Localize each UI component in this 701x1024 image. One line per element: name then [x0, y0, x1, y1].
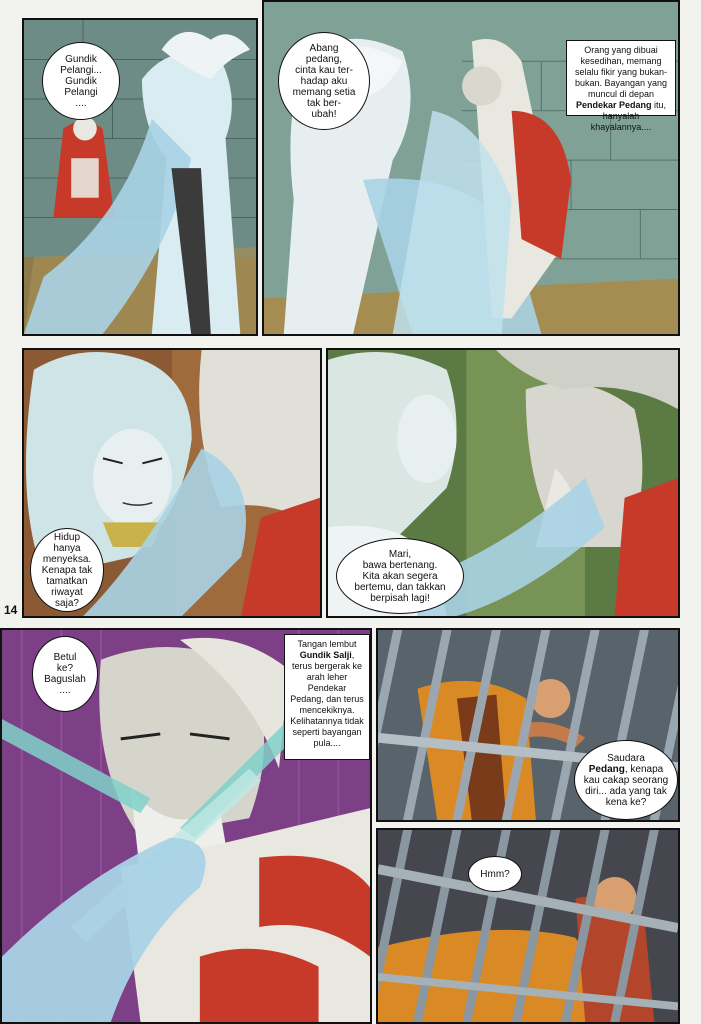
narration-caption-p2 [566, 40, 676, 132]
speech-bubble-p1: Gundik Pelangi... Gundik Pelangi .... [42, 42, 120, 120]
speech-bubble-p3: Hidup hanya menyeksa. Kenapa tak tamatkan riwayat saja? [30, 528, 104, 612]
panel-7-art [378, 830, 678, 1022]
speech-bubble-p5: Betul ke? Baguslah .... [32, 636, 98, 712]
caption-text: , terus bergerak ke arah leher Pendekar Pedang, dan terus mencekiknya. Kelihatannya tidak seperti bayangan pula.... [290, 650, 364, 748]
caption-text: Tangan lembut [297, 639, 357, 649]
speech-text-pre: Saudara [607, 752, 645, 764]
panel-3 [22, 348, 322, 618]
panel-4 [326, 348, 680, 618]
caption-name: Pendekar Pedang [575, 100, 652, 110]
speech-name: Pedang [588, 763, 625, 775]
speech-text [584, 753, 669, 808]
speech-bubble-p7: Hmm? [468, 856, 522, 892]
speech-bubble-p4: Mari, bawa bertenang. Kita akan segera bertemu, dan takkan berpisah lagi! [336, 538, 464, 614]
speech-bubble-p2: Abang pedang, cinta kau ter- hadap aku memang setia tak ber- ubah! [278, 32, 370, 130]
speech-bubble-p6 [574, 740, 678, 820]
panel-2 [262, 0, 680, 336]
speech-text-post: , kenapa kau cakap seorang diri... ada yang tak kena ke? [583, 763, 669, 808]
caption-name: Gundik Salji [299, 650, 352, 660]
panel-6 [376, 628, 680, 822]
panel-7 [376, 828, 680, 1024]
panel-1 [22, 18, 258, 336]
caption-text: Orang yang dibuai kesedihan, memang selalu fikir yang bukan-bukan. Bayangan yang muncul di depan [574, 45, 668, 99]
narration-caption-p5 [284, 634, 370, 760]
panel-5 [0, 628, 372, 1024]
page-number: 14 [4, 603, 18, 617]
caption-text: itu, hanyalah khayalannya.... [590, 100, 667, 132]
